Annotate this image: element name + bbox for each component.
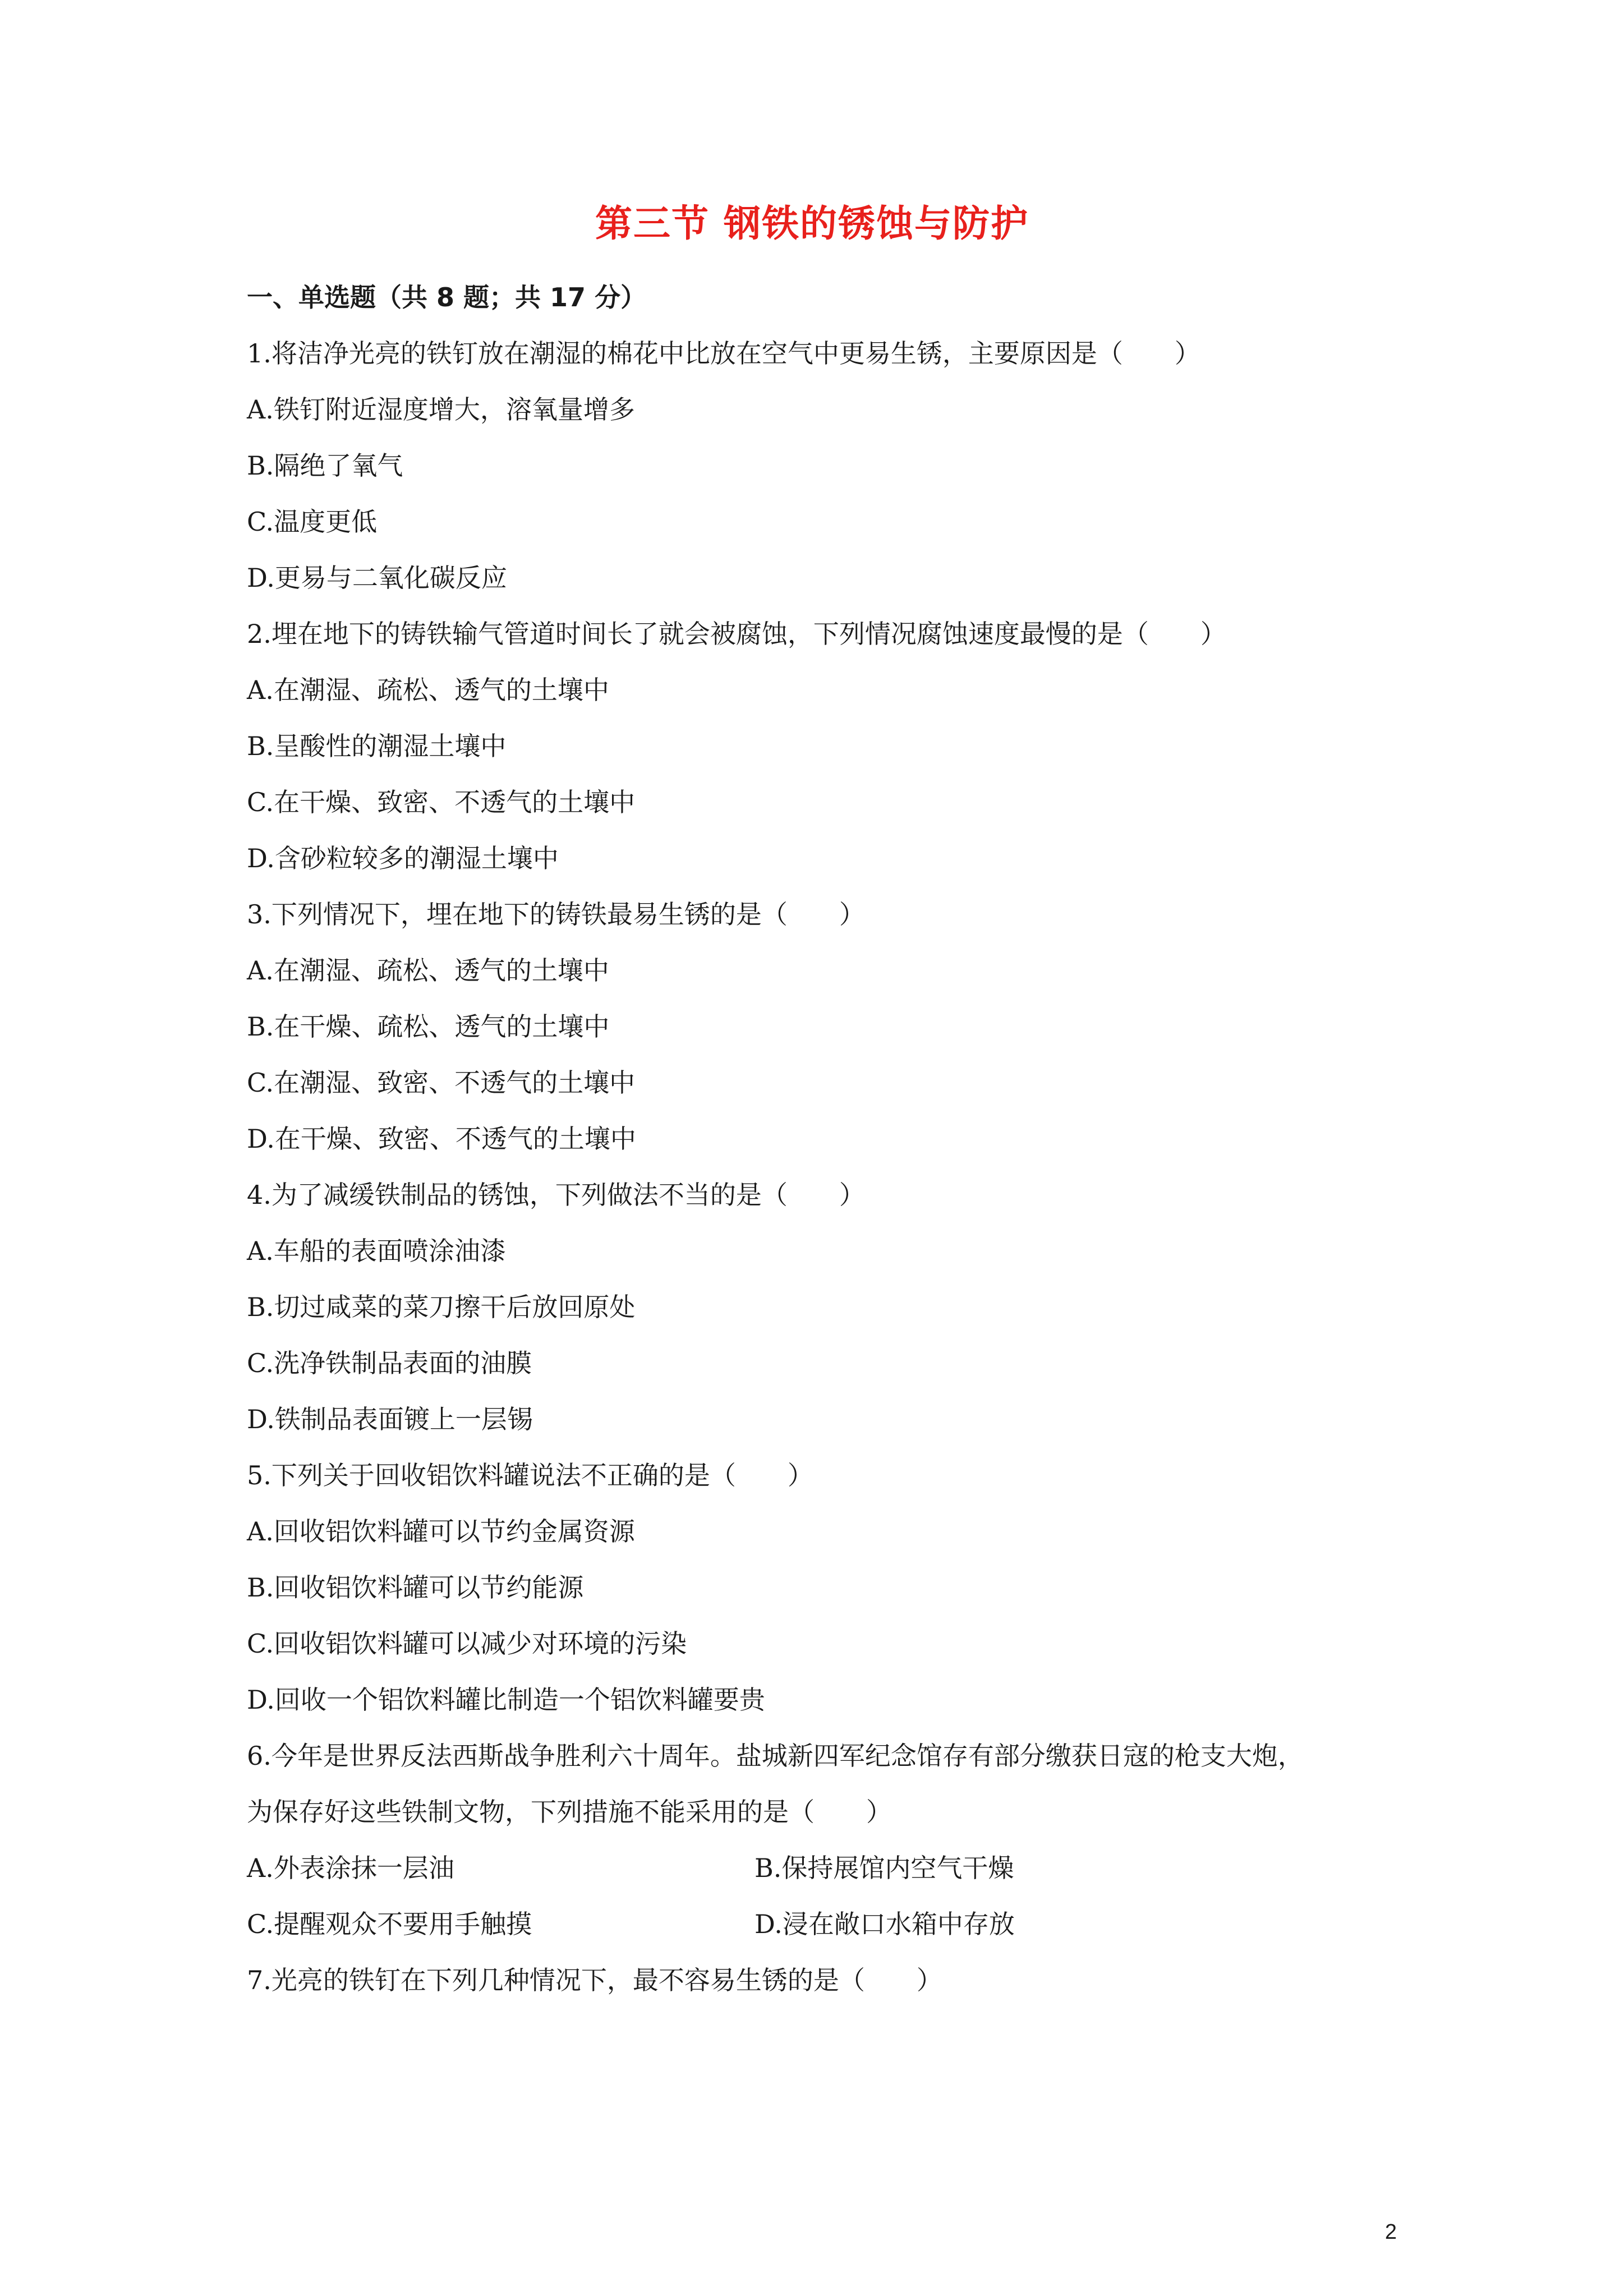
question-3-stem: 3.下列情况下，埋在地下的铸铁最易生锈的是（ ）	[247, 899, 865, 930]
section-header: 一、单选题（共 8 题；共 17 分）	[247, 282, 647, 312]
question-6-stem-line-1: 6.今年是世界反法西斯战争胜利六十周年。盐城新四军纪念馆存有部分缴获日寇的枪支大炮，	[247, 1741, 1304, 1771]
question-2-option-a: A.在潮湿、疏松、透气的土壤中	[247, 675, 609, 705]
question-2-option-d: D.含砂粒较多的潮湿土壤中	[247, 843, 559, 873]
question-4-stem: 4.为了减缓铁制品的锈蚀，下列做法不当的是（ ）	[247, 1180, 865, 1210]
question-4-option-c: C.洗净铁制品表面的油膜	[247, 1348, 532, 1378]
question-1-option-c: C.温度更低	[247, 507, 378, 537]
question-6-option-b: B.保持展馆内空气干燥	[755, 1853, 1014, 1883]
question-6-options-row-2	[247, 1896, 1391, 1952]
question-6-options-row-1	[247, 1840, 1391, 1896]
question-7-stem: 7.光亮的铁钉在下列几种情况下，最不容易生锈的是（ ）	[247, 1965, 942, 1995]
page-number: 2	[1384, 2220, 1397, 2244]
question-3-option-d: D.在干燥、致密、不透气的土壤中	[247, 1124, 636, 1154]
question-4-option-d: D.铁制品表面镀上一层锡	[247, 1404, 533, 1434]
page-title: 第三节 钢铁的锈蚀与防护	[595, 202, 1029, 245]
question-3-option-a: A.在潮湿、疏松、透气的土壤中	[247, 955, 609, 986]
question-5-option-c: C.回收铝饮料罐可以减少对环境的污染	[247, 1628, 687, 1659]
question-1-option-d: D.更易与二氧化碳反应	[247, 563, 507, 593]
question-2-stem: 2.埋在地下的铸铁输气管道时间长了就会被腐蚀，下列情况腐蚀速度最慢的是（ ）	[247, 619, 1226, 649]
question-5-stem: 5.下列关于回收铝饮料罐说法不正确的是（ ）	[247, 1460, 813, 1490]
question-6-option-a: A.外表涂抹一层油	[247, 1853, 454, 1883]
question-3-option-c: C.在潮湿、致密、不透气的土壤中	[247, 1068, 636, 1098]
question-1-stem: 1.将洁净光亮的铁钉放在潮湿的棉花中比放在空气中更易生锈，主要原因是（ ）	[247, 338, 1200, 369]
question-content	[247, 269, 1391, 2008]
question-3-option-b: B.在干燥、疏松、透气的土壤中	[247, 1011, 610, 1042]
question-4-option-b: B.切过咸菜的菜刀擦干后放回原处	[247, 1292, 636, 1322]
question-2-option-b: B.呈酸性的潮湿土壤中	[247, 731, 507, 761]
question-5-option-d: D.回收一个铝饮料罐比制造一个铝饮料罐要贵	[247, 1685, 765, 1715]
question-6-stem-line-2: 为保存好这些铁制文物，下列措施不能采用的是（ ）	[247, 1797, 892, 1827]
question-5-option-a: A.回收铝饮料罐可以节约金属资源	[247, 1516, 635, 1547]
question-5-option-b: B.回收铝饮料罐可以节约能源	[247, 1572, 584, 1603]
question-2-option-c: C.在干燥、致密、不透气的土壤中	[247, 787, 636, 817]
question-6-option-d: D.浸在敞口水箱中存放	[755, 1909, 1015, 1939]
question-6-option-c: C.提醒观众不要用手触摸	[247, 1909, 532, 1939]
question-1-option-a: A.铁钉附近湿度增大，溶氧量增多	[247, 394, 635, 425]
question-1-option-b: B.隔绝了氧气	[247, 450, 403, 481]
question-4-option-a: A.车船的表面喷涂油漆	[247, 1236, 506, 1266]
